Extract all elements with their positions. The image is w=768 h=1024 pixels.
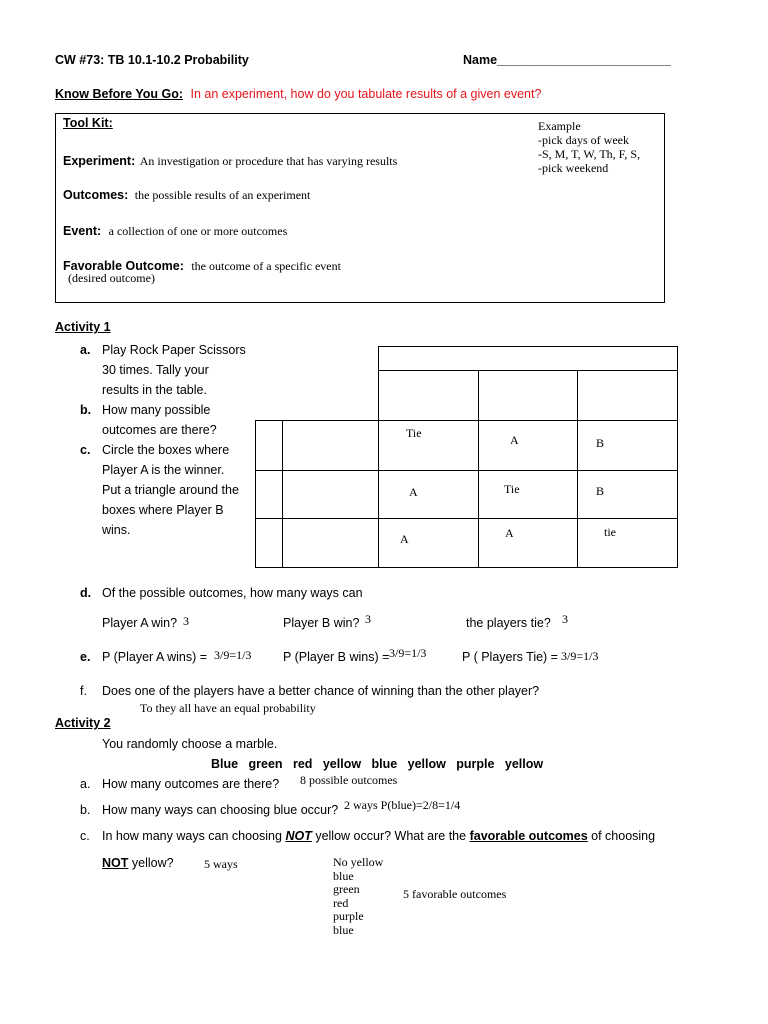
activity2-intro: You randomly choose a marble. (102, 737, 278, 751)
question-c-line: Player A is the winner. (102, 463, 225, 477)
outcomes-definition: the possible results of an experiment (134, 188, 311, 202)
list-item: No yellow (333, 855, 384, 869)
item-letter: d. (80, 586, 92, 600)
outcomes-label: Outcomes: (63, 188, 129, 202)
question-b-line: outcomes are there? (102, 423, 217, 437)
event-row (63, 222, 287, 240)
activity2-question-c (102, 829, 655, 843)
table-cell: A (400, 532, 409, 546)
marble: purple (456, 757, 495, 771)
worksheet-title: CW #73: TB 10.1-10.2 Probability (55, 53, 249, 67)
activity2-answer-a: 8 possible outcomes (300, 773, 398, 787)
experiment-label: Experiment: (63, 154, 136, 168)
item-letter: c. (80, 443, 91, 457)
question-c-line: Circle the boxes where (102, 443, 230, 457)
player-b-win-answer: 3 (365, 612, 371, 626)
prob-a-answer: 3/9=1/3 (214, 648, 252, 662)
example-line: -S, M, T, W, Th, F, S, (538, 147, 641, 161)
question-a-line: Play Rock Paper Scissors (102, 343, 246, 357)
activity2-answer-ways: 5 ways (204, 857, 238, 871)
question-a-line: results in the table. (102, 383, 207, 397)
example-line: -pick weekend (538, 161, 609, 175)
prob-b-label: P (Player B wins) = (283, 650, 390, 664)
marble: blue (371, 757, 398, 771)
activity1-questions (80, 340, 246, 540)
question-a-line: 30 times. Tally your (102, 363, 209, 377)
toolkit-title: Tool Kit: (63, 116, 113, 130)
favorable-outcomes-emphasis: favorable outcomes (469, 829, 588, 843)
experiment-row (63, 152, 397, 170)
event-label: Event: (63, 224, 102, 238)
item-letter: e. (80, 650, 91, 664)
table-cell: Tie (406, 426, 422, 440)
activity2-question-a: How many outcomes are there? (102, 777, 280, 791)
marble: Blue (211, 757, 239, 771)
table-cell: Tie (504, 482, 520, 496)
question-c-part: yellow? (131, 856, 174, 870)
favorable-definition: the outcome of a specific event (191, 259, 341, 273)
favorable-note: (desired outcome) (68, 271, 155, 285)
table-cell: A (510, 433, 519, 447)
table-cell: B (596, 436, 605, 450)
question-b-line: How many possible (102, 403, 211, 417)
player-a-win-label: Player A win? (102, 616, 178, 630)
toolkit-box (55, 113, 665, 303)
marble: red (292, 757, 313, 771)
table-cell: A (409, 485, 418, 499)
kbyg-question: In an experiment, how do you tabulate results of a given event? (190, 87, 542, 101)
player-b-win-label: Player B win? (283, 616, 360, 630)
question-c-part: In how many ways can choosing (102, 829, 282, 843)
activity2-question-c-cont (102, 856, 174, 870)
table-cell: B (596, 484, 605, 498)
table-cell: tie (604, 525, 616, 539)
activity2-answer-favorable: 5 favorable outcomes (403, 887, 507, 901)
marble: yellow (504, 757, 544, 771)
activity2-title: Activity 2 (55, 716, 111, 730)
event-definition: a collection of one or more outcomes (108, 224, 288, 238)
marble-list (211, 757, 543, 771)
activity1-title: Activity 1 (55, 320, 111, 334)
list-item: blue (333, 868, 354, 883)
list-item: green (333, 882, 360, 896)
item-letter: a. (80, 777, 91, 791)
activity2-answer-b: 2 ways P(blue)=2/8=1/4 (344, 798, 461, 812)
question-c-line: Put a triangle around the (102, 483, 239, 497)
list-item: purple (333, 909, 364, 923)
question-d-text: Of the possible outcomes, how many ways can (102, 586, 363, 600)
marble: yellow (407, 757, 446, 771)
know-before-you-go (55, 87, 541, 101)
experiment-definition: An investigation or procedure that has varying results (139, 154, 398, 168)
question-c-line: boxes where Player B (102, 503, 224, 517)
players-tie-answer: 3 (562, 612, 568, 626)
prob-tie-answer: 3/9=1/3 (561, 649, 599, 663)
marble: green (248, 757, 283, 771)
question-f-text: Does one of the players have a better chance of winning than the other player? (102, 684, 540, 698)
item-letter: b. (80, 403, 92, 417)
players-tie-label: the players tie? (466, 616, 551, 630)
name-field-label: Name_________________________ (463, 53, 671, 67)
not-yellow-list (333, 856, 383, 937)
example-line: Example (538, 119, 581, 133)
list-item: blue (333, 922, 354, 937)
question-c-line: wins. (102, 523, 131, 537)
example-line: -pick days of week (538, 133, 629, 147)
question-c-part: yellow occur? What are the (315, 829, 467, 843)
example-note (538, 119, 640, 175)
item-letter: c. (80, 829, 90, 843)
kbyg-label: Know Before You Go: (55, 87, 184, 101)
list-item: red (333, 895, 349, 910)
question-f-answer: To they all have an equal probability (140, 701, 316, 715)
item-letter: b. (80, 803, 91, 817)
prob-tie-label: P ( Players Tie) = (462, 650, 558, 664)
not-emphasis: NOT (102, 856, 129, 870)
not-emphasis: NOT (285, 829, 312, 843)
question-c-part: of choosing (591, 829, 656, 843)
outcomes-row (63, 186, 310, 204)
prob-a-label: P (Player A wins) = (102, 650, 208, 664)
favorable-label: Favorable Outcome: (63, 259, 184, 273)
item-letter: f. (80, 684, 87, 698)
marble: yellow (322, 757, 362, 771)
activity2-question-b: How many ways can choosing blue occur? (102, 803, 339, 817)
item-letter: a. (80, 343, 91, 357)
player-a-win-answer: 3 (183, 614, 189, 628)
prob-b-answer: 3/9=1/3 (389, 646, 427, 660)
table-cell: A (505, 526, 514, 540)
